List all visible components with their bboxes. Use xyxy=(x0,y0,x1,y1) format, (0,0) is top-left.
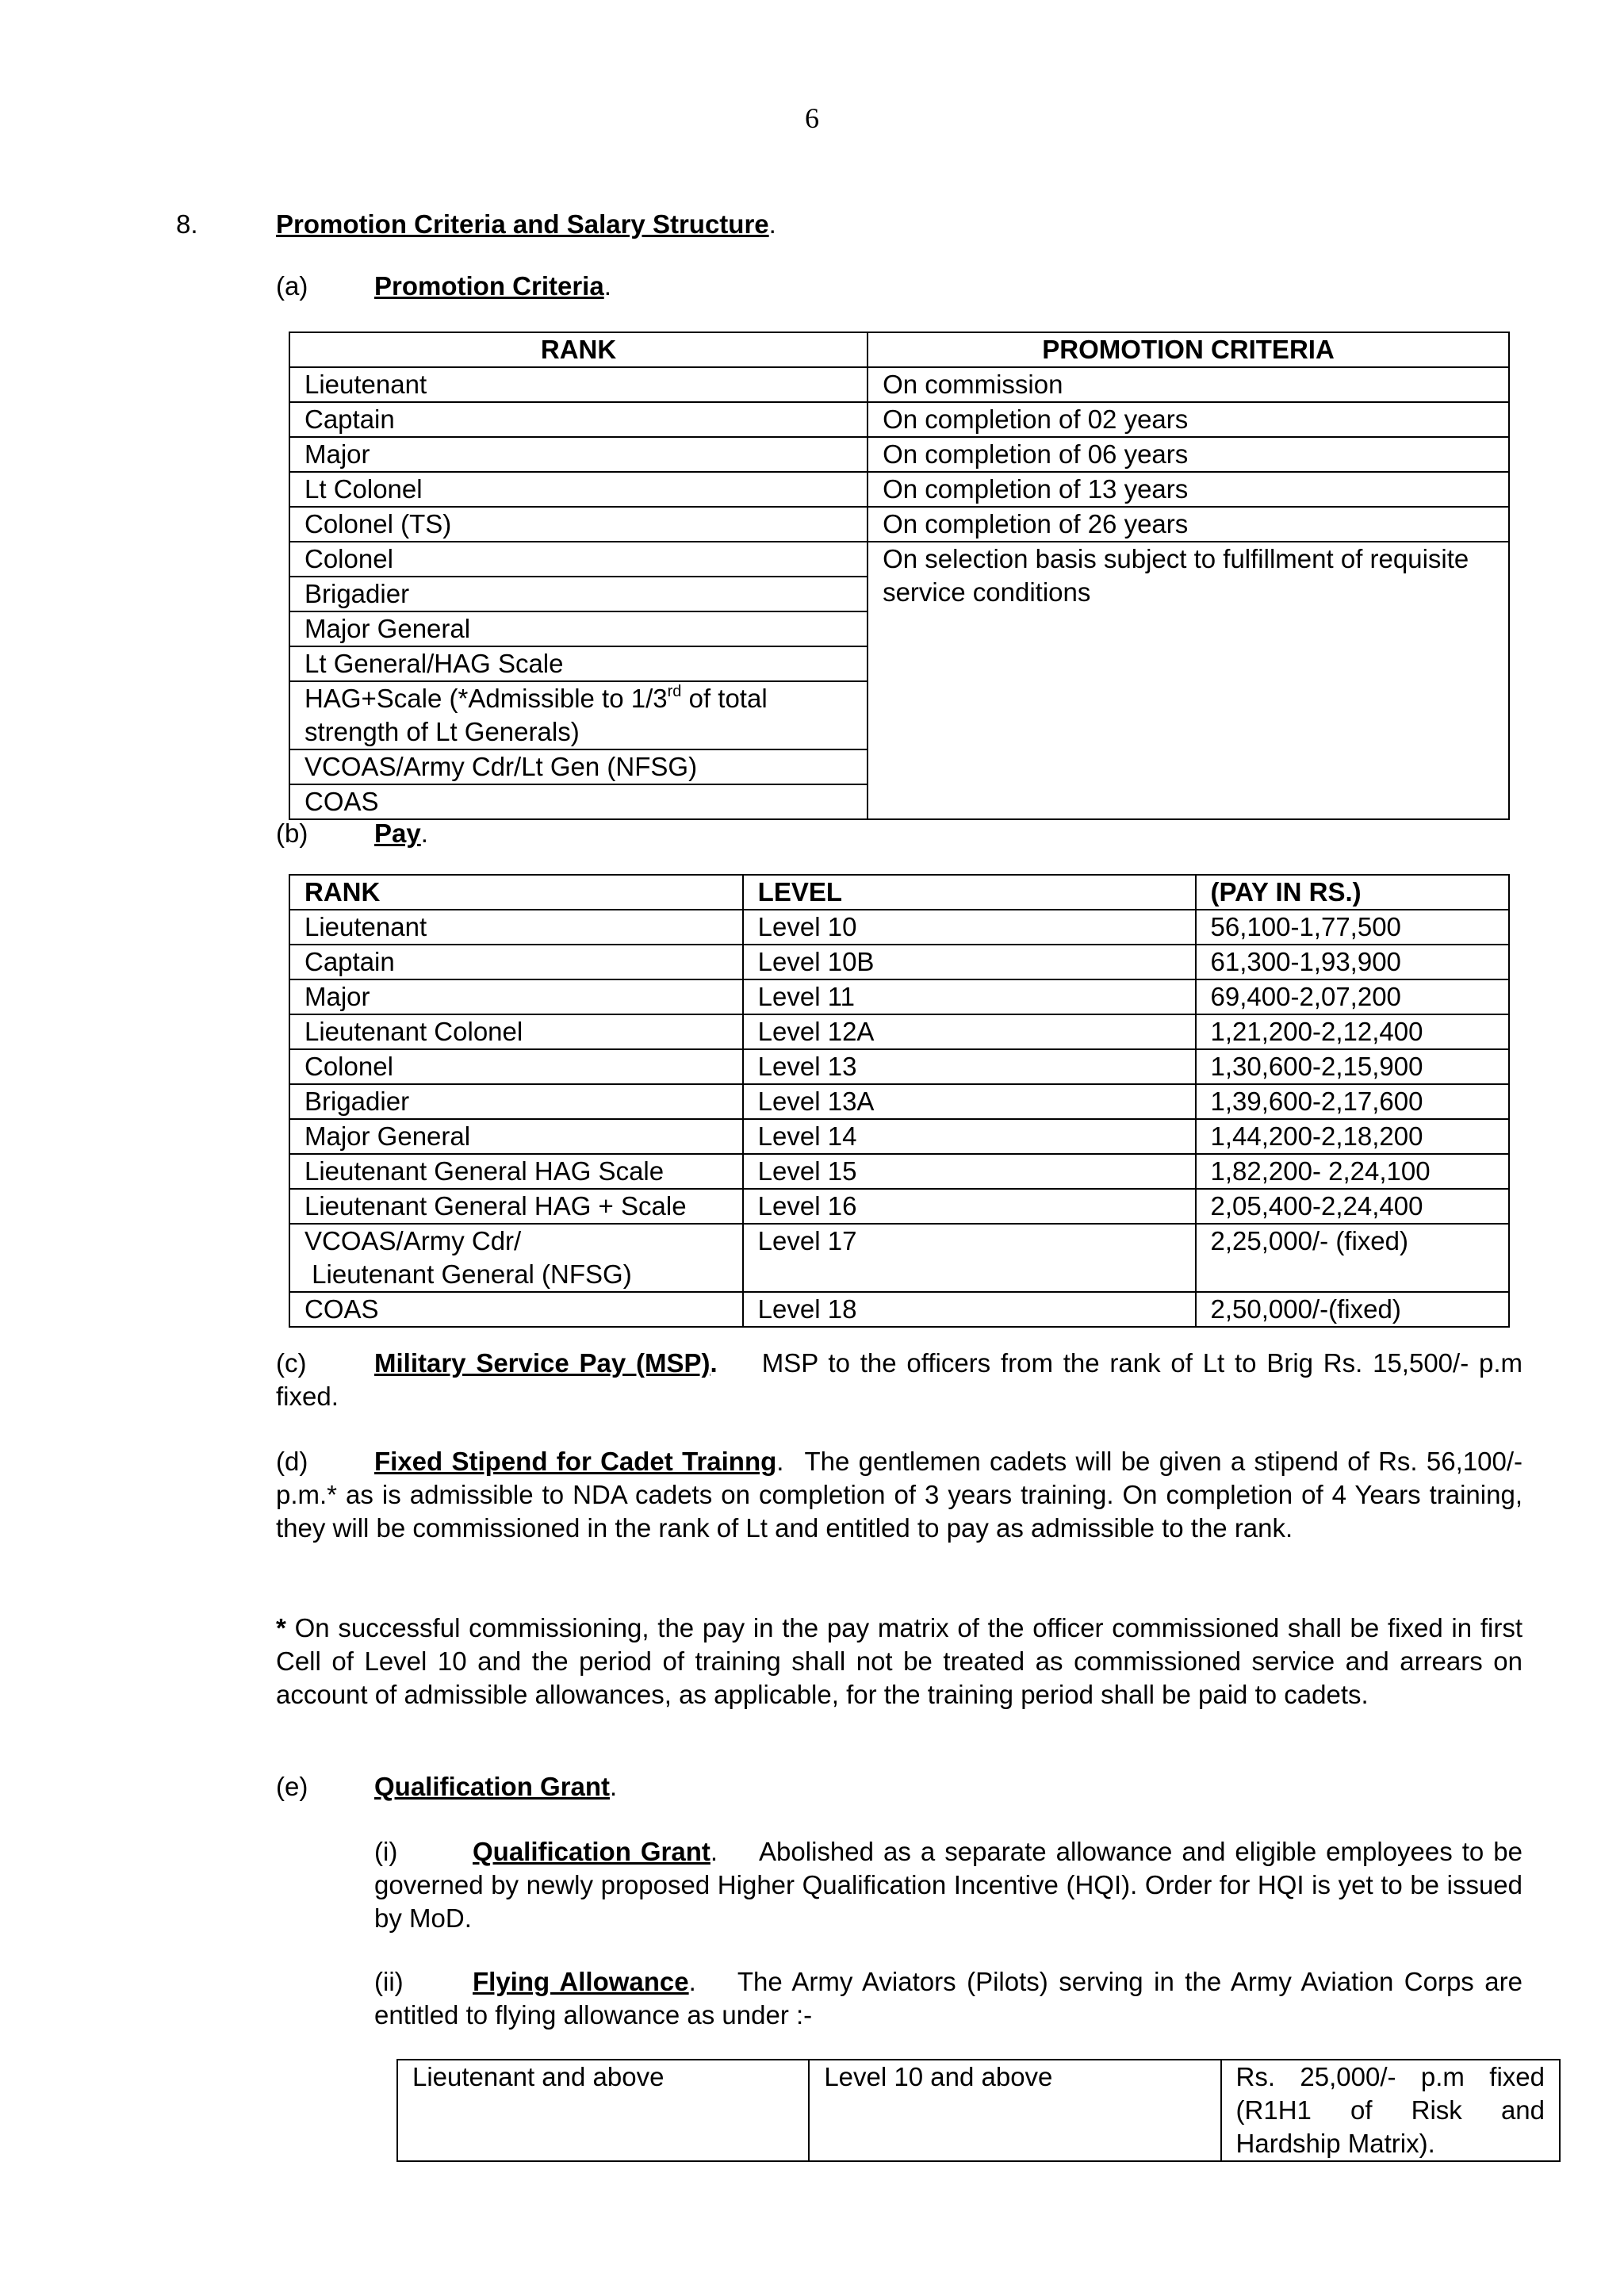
allowance-cell: Rs. 25,000/- p.m fixed (R1H1 of Risk and Hardship Matrix). xyxy=(1221,2060,1560,2161)
rank-cell: Lt General/HAG Scale xyxy=(289,646,868,681)
level-cell: Level 11 xyxy=(743,979,1196,1014)
level-cell: Level 15 xyxy=(743,1154,1196,1189)
pay-cell: 1,21,200-2,12,400 xyxy=(1196,1014,1509,1049)
sub-e-title-suffix: . xyxy=(610,1772,618,1801)
rank-cell: Brigadier xyxy=(289,577,868,611)
rank-cell xyxy=(289,681,868,749)
sub-b-label: (b) xyxy=(276,818,308,848)
rank-cell: COAS xyxy=(289,1292,743,1327)
rank-cell: Lieutenant xyxy=(289,367,868,402)
level-cell: Level 10 xyxy=(743,910,1196,945)
table-header: PROMOTION CRITERIA xyxy=(868,332,1509,367)
hag-rank-text: HAG+Scale (*Admissible to 1/3 xyxy=(304,684,668,713)
pay-cell: 2,50,000/-(fixed) xyxy=(1196,1292,1509,1327)
table-row xyxy=(289,910,1509,945)
pay-cell: 2,25,000/- (fixed) xyxy=(1196,1224,1509,1292)
pay-cell: 1,82,200- 2,24,100 xyxy=(1196,1154,1509,1189)
sub-b-title-text: Pay xyxy=(374,818,421,848)
rank-cell: Lieutenant General HAG + Scale xyxy=(289,1189,743,1224)
level-cell: Level 17 xyxy=(743,1224,1196,1292)
rank-cell: Captain xyxy=(289,402,868,437)
criteria-cell: On completion of 13 years xyxy=(868,472,1509,507)
table-row xyxy=(289,472,1509,507)
sub-e-ii-text: The Army Aviators (Pilots) serving in the Army Aviation Corps are entitled to flying allowance as under :- xyxy=(374,1967,1522,2030)
rank-cell: Major General xyxy=(289,1119,743,1154)
vcoas-line-1: VCOAS/Army Cdr/ xyxy=(304,1226,522,1255)
rank-cell: VCOAS/Army Cdr/Lt Gen (NFSG) xyxy=(289,749,868,784)
pay-cell: 1,39,600-2,17,600 xyxy=(1196,1084,1509,1119)
sub-c-text: MSP to the officers from the rank of Lt to Brig Rs. 15,500/- p.m fixed. xyxy=(276,1348,1522,1411)
table-row xyxy=(289,1049,1509,1084)
section-title xyxy=(276,208,776,241)
qualification-grant-paragraph xyxy=(374,1835,1522,1935)
table-row xyxy=(289,1014,1509,1049)
sub-a-title-suffix: . xyxy=(603,271,611,301)
rank-cell: Captain xyxy=(289,945,743,979)
rank-cell: Lieutenant Colonel xyxy=(289,1014,743,1049)
hag-rank-sup: rd xyxy=(667,683,682,700)
pay-cell: 2,05,400-2,24,400 xyxy=(1196,1189,1509,1224)
hag-rank-rest: of total strength of Lt Generals) xyxy=(304,684,768,746)
rank-cell: Colonel xyxy=(289,1049,743,1084)
table-row xyxy=(289,402,1509,437)
stipend-paragraph xyxy=(276,1445,1522,1545)
table-row xyxy=(289,367,1509,402)
sub-d-label: (d) xyxy=(276,1447,308,1476)
table-row xyxy=(289,1292,1509,1327)
sub-e-ii-label: (ii) xyxy=(374,1967,404,1996)
table-row xyxy=(397,2060,1560,2161)
rank-cell: Brigadier xyxy=(289,1084,743,1119)
section-number: 8. xyxy=(176,209,198,239)
table-header: LEVEL xyxy=(743,875,1196,910)
pay-cell: 69,400-2,07,200 xyxy=(1196,979,1509,1014)
commissioning-note xyxy=(276,1612,1522,1711)
pay-cell: 56,100-1,77,500 xyxy=(1196,910,1509,945)
table-row xyxy=(289,945,1509,979)
promotion-criteria-table xyxy=(289,332,1510,820)
table-row xyxy=(289,1119,1509,1154)
table-row xyxy=(289,1189,1509,1224)
sub-e-i-text: Abolished as a separate allowance and eligible employees to be governed by newly proposed Higher Qualification Incentive (HQI). Order for HQI is yet to be issued by MoD. xyxy=(374,1837,1522,1933)
criteria-cell: On completion of 06 years xyxy=(868,437,1509,472)
sub-e-ii-title: Flying Allowance xyxy=(473,1967,689,1996)
level-cell: Level 10 and above xyxy=(809,2060,1220,2161)
page-number: 6 xyxy=(805,102,819,134)
sub-d-text: The gentlemen cadets will be given a stipend of Rs. 56,100/-p.m.* as is admissible to NDA cadets on completion of 3 years training. On completion of 4 Years training, they will be commissioned in the rank of Lt and entitled to pay as admissible to the rank. xyxy=(276,1447,1522,1543)
table-header: (PAY IN RS.) xyxy=(1196,875,1509,910)
rank-cell: Major xyxy=(289,979,743,1014)
pay-cell: 1,30,600-2,15,900 xyxy=(1196,1049,1509,1084)
note-star: * xyxy=(276,1613,286,1642)
sub-c-suffix: . xyxy=(710,1348,718,1378)
sub-b-title-suffix: . xyxy=(420,818,428,848)
sub-d-suffix: . xyxy=(776,1447,784,1476)
sub-e-title-text: Qualification Grant xyxy=(374,1772,611,1801)
sub-c-title: Military Service Pay (MSP) xyxy=(374,1348,710,1378)
flying-allowance-paragraph xyxy=(374,1965,1522,2032)
section-title-suffix: . xyxy=(768,209,776,239)
criteria-cell: On commission xyxy=(868,367,1509,402)
flying-allowance-table xyxy=(396,2059,1561,2162)
rank-cell xyxy=(289,1224,743,1292)
level-cell: Level 10B xyxy=(743,945,1196,979)
level-cell: Level 14 xyxy=(743,1119,1196,1154)
rank-cell: Lt Colonel xyxy=(289,472,868,507)
rank-cell: Colonel (TS) xyxy=(289,507,868,542)
table-row xyxy=(289,1154,1509,1189)
rank-cell: Lieutenant xyxy=(289,910,743,945)
vcoas-line-2: Lieutenant General (NFSG) xyxy=(304,1259,632,1289)
criteria-cell: On selection basis subject to fulfillment of requisite service conditions xyxy=(868,542,1509,819)
note-text: On successful commissioning, the pay in the pay matrix of the officer commissioned shall be fixed in first Cell of Level 10 and the period of training shall not be treated as commissioned service and arrears on account of admissible allowances, as applicable, for the training period shall be paid to cadets. xyxy=(276,1613,1522,1709)
pay-cell: 61,300-1,93,900 xyxy=(1196,945,1509,979)
rank-cell: Major General xyxy=(289,611,868,646)
sub-c-label: (c) xyxy=(276,1348,307,1378)
sub-e-i-suffix: . xyxy=(710,1837,718,1866)
pay-cell: 1,44,200-2,18,200 xyxy=(1196,1119,1509,1154)
table-row xyxy=(289,507,1509,542)
section-title-text: Promotion Criteria and Salary Structure xyxy=(276,209,769,239)
sub-a-label: (a) xyxy=(276,271,308,301)
rank-cell: Lieutenant General HAG Scale xyxy=(289,1154,743,1189)
level-cell: Level 13A xyxy=(743,1084,1196,1119)
pay-table xyxy=(289,874,1510,1328)
sub-a-title-text: Promotion Criteria xyxy=(374,271,604,301)
table-header-row xyxy=(289,332,1509,367)
level-cell: Level 16 xyxy=(743,1189,1196,1224)
rank-cell: Major xyxy=(289,437,868,472)
sub-e-i-title: Qualification Grant xyxy=(473,1837,710,1866)
sub-d-title: Fixed Stipend for Cadet Trainng xyxy=(374,1447,777,1476)
table-row xyxy=(289,979,1509,1014)
criteria-cell: On completion of 02 years xyxy=(868,402,1509,437)
msp-paragraph xyxy=(276,1347,1522,1413)
table-row xyxy=(289,542,1509,577)
criteria-cell: On completion of 26 years xyxy=(868,507,1509,542)
sub-b-title xyxy=(374,817,428,850)
table-row xyxy=(289,437,1509,472)
level-cell: Level 18 xyxy=(743,1292,1196,1327)
rank-cell: COAS xyxy=(289,784,868,819)
sub-e-ii-suffix: . xyxy=(688,1967,696,1996)
sub-e-title xyxy=(374,1770,617,1803)
sub-e-i-label: (i) xyxy=(374,1837,398,1866)
level-cell: Level 13 xyxy=(743,1049,1196,1084)
table-header: RANK xyxy=(289,332,868,367)
table-row xyxy=(289,1224,1509,1292)
sub-a-title xyxy=(374,270,611,303)
table-header: RANK xyxy=(289,875,743,910)
table-row xyxy=(289,1084,1509,1119)
level-cell: Level 12A xyxy=(743,1014,1196,1049)
rank-cell: Lieutenant and above xyxy=(397,2060,809,2161)
sub-e-label: (e) xyxy=(276,1772,308,1801)
rank-cell: Colonel xyxy=(289,542,868,577)
table-header-row xyxy=(289,875,1509,910)
